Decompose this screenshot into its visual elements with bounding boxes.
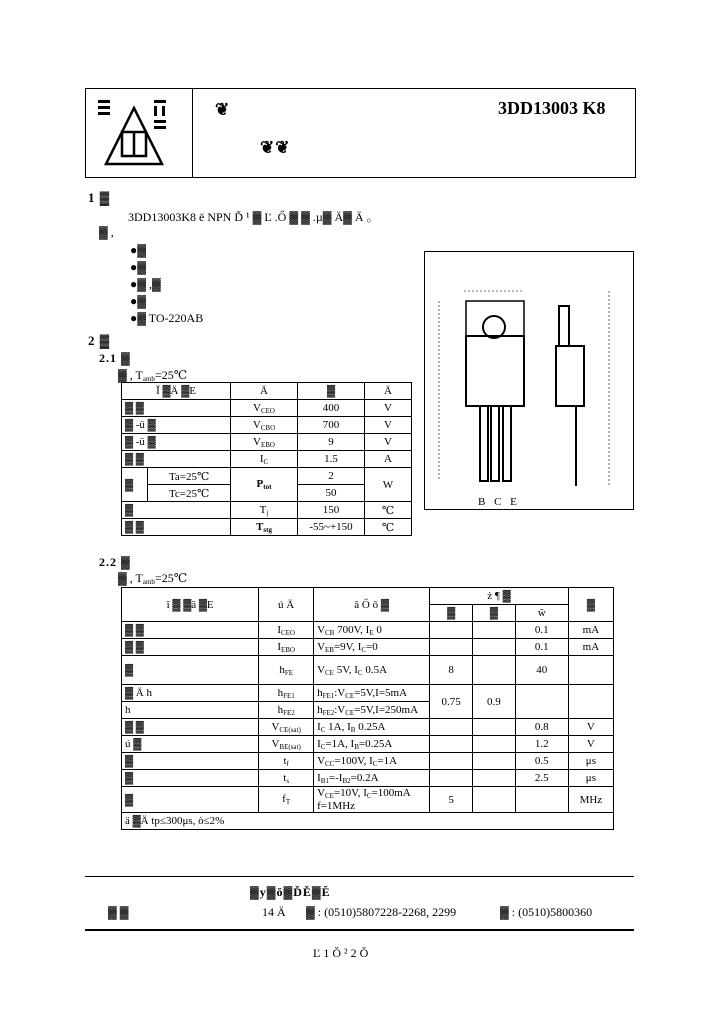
pin-labels: B C E [478, 496, 520, 508]
feature-list [130, 242, 203, 327]
table-row: h $h_{FE2}$ $h_{FE2}:V_{CE}=5V,I=250mA$ [122, 702, 614, 719]
page-number: Ľ 1 Ŏ ² 2 Ŏ [313, 946, 369, 960]
table-row: ▓ $t_s$ $I_{B1}=-I_{B2}=0.2A$ 2.5 μs [122, 770, 614, 787]
section2-heading: 2 ▓ [88, 333, 111, 348]
table-row: ▓ Ä h $h_{FE1}$ $h_{FE1}:V_{CE}=5V,I=5mA$ 0.75 0.9 [122, 685, 614, 702]
table-row: ▓ $f_T$ $V_{CE}=10V$, $I_C=100mA$ f=1MHz 5 MHz [122, 787, 614, 813]
table-row: ▓ -ü ▓ $V_{EBO}$ 9 V [122, 434, 412, 451]
electrical-table [121, 587, 614, 830]
table-header-row: Ĭ ▓Ä ▓E Ä ▓ Ä [122, 383, 412, 400]
abs-max-table [121, 382, 412, 536]
section21-condition: ▓ , $T_{amb}=25℃$ [118, 368, 188, 383]
part-number: 3DD13003 K8 [498, 98, 606, 118]
table-row: ▓ ▓ $V_{CEO}$ 400 V [122, 400, 412, 417]
feature-item: ●▓ [130, 243, 146, 257]
section1-heading: 1 ▓ [88, 190, 111, 205]
footer-fax: ▓ : (0510)5800360 [500, 905, 593, 919]
feature-item: ●▓ TO-220AB [130, 311, 204, 325]
footer-company: ▓y▓ŏ▓ĎĚ▓Ĕ [250, 885, 331, 899]
footer-divider-top [85, 876, 634, 877]
table-row: ▓ $T_j$ 150 ℃ [122, 502, 412, 519]
table-row: ▓ ▓ $I_{EBO}$ $V_{EB}=9V$, $I_C=0$ 0.1 mA [122, 639, 614, 656]
package-diagram [424, 251, 634, 510]
header-subtitle-glyph: ❦❦ [260, 138, 291, 157]
feature-item: ●▓ [130, 294, 146, 308]
company-logo [92, 96, 176, 168]
section21-heading: 2.1 ▓ [99, 351, 131, 365]
footer-tel: ▓ : (0510)5807228-2268, 2299 [306, 905, 457, 919]
table-row: ú ▓ $V_{BE(sat)}$ $I_C=1A$, $I_B=0.25A$ 1.2 V [122, 736, 614, 753]
table-row: ▓ $h_{FE}$ $V_{CE}$ 5V, $I_C$ 0.5A 8 40 [122, 656, 614, 685]
header-separator [192, 88, 193, 177]
section1-description-cont: ▓ , [99, 225, 114, 239]
section22-heading: 2.2 ▓ [99, 555, 131, 569]
table-header-row: ▓ ▓ ŵ [122, 605, 614, 622]
footer-address: 14 Ä [262, 905, 286, 919]
section1-description: 3DD13003K8 ё NPN Ď ¹ ▓ Ľ .Ő ▓ ▓ .µ▓ Ä▓ Ä 。 [128, 210, 379, 224]
feature-item: ●▓ [130, 260, 146, 274]
table-row: Tc=25℃ 50 [122, 485, 412, 502]
table-header-row: ĭ ▓ ▓ä ▓E ú Ä ă Ő ŏ ▓ ż ¶ ▓ ▓ [122, 588, 614, 605]
table-row: ▓ ▓ $I_{CEO}$ $V_{CB}$ 700V, $I_E$ 0 0.1 mA [122, 622, 614, 639]
table-row: ▓ ▓ $I_C$ 1.5 A [122, 451, 412, 468]
table-row: ▓ $t_f$ $V_{CC}=100V$, $I_C=1A$ 0.5 μs [122, 753, 614, 770]
feature-item: ●▓ ,▓ [130, 277, 161, 291]
table-row: ▓ ▓ $V_{CE(sat)}$ $I_C$ 1A, $I_B$ 0.25A 0.8 V [122, 719, 614, 736]
footer-divider-bottom [85, 929, 634, 931]
table-row: ▓ -ü ▓ $V_{CBO}$ 700 V [122, 417, 412, 434]
table-row: ▓ Ta=25℃ $P_{tot}$ 2 W [122, 468, 412, 485]
footer-address-label: ▓ ▓ [108, 905, 129, 919]
table-note-row: ä ▓Ä tp≤300μs, ò≤2% [122, 813, 614, 830]
table-row: ▓ ▓ $T_{stg}$ -55~+150 ℃ [122, 519, 412, 536]
section22-condition: ▓ , $T_{amb}=25℃$ [118, 571, 188, 586]
header-title-glyph: ❦ [215, 100, 231, 119]
